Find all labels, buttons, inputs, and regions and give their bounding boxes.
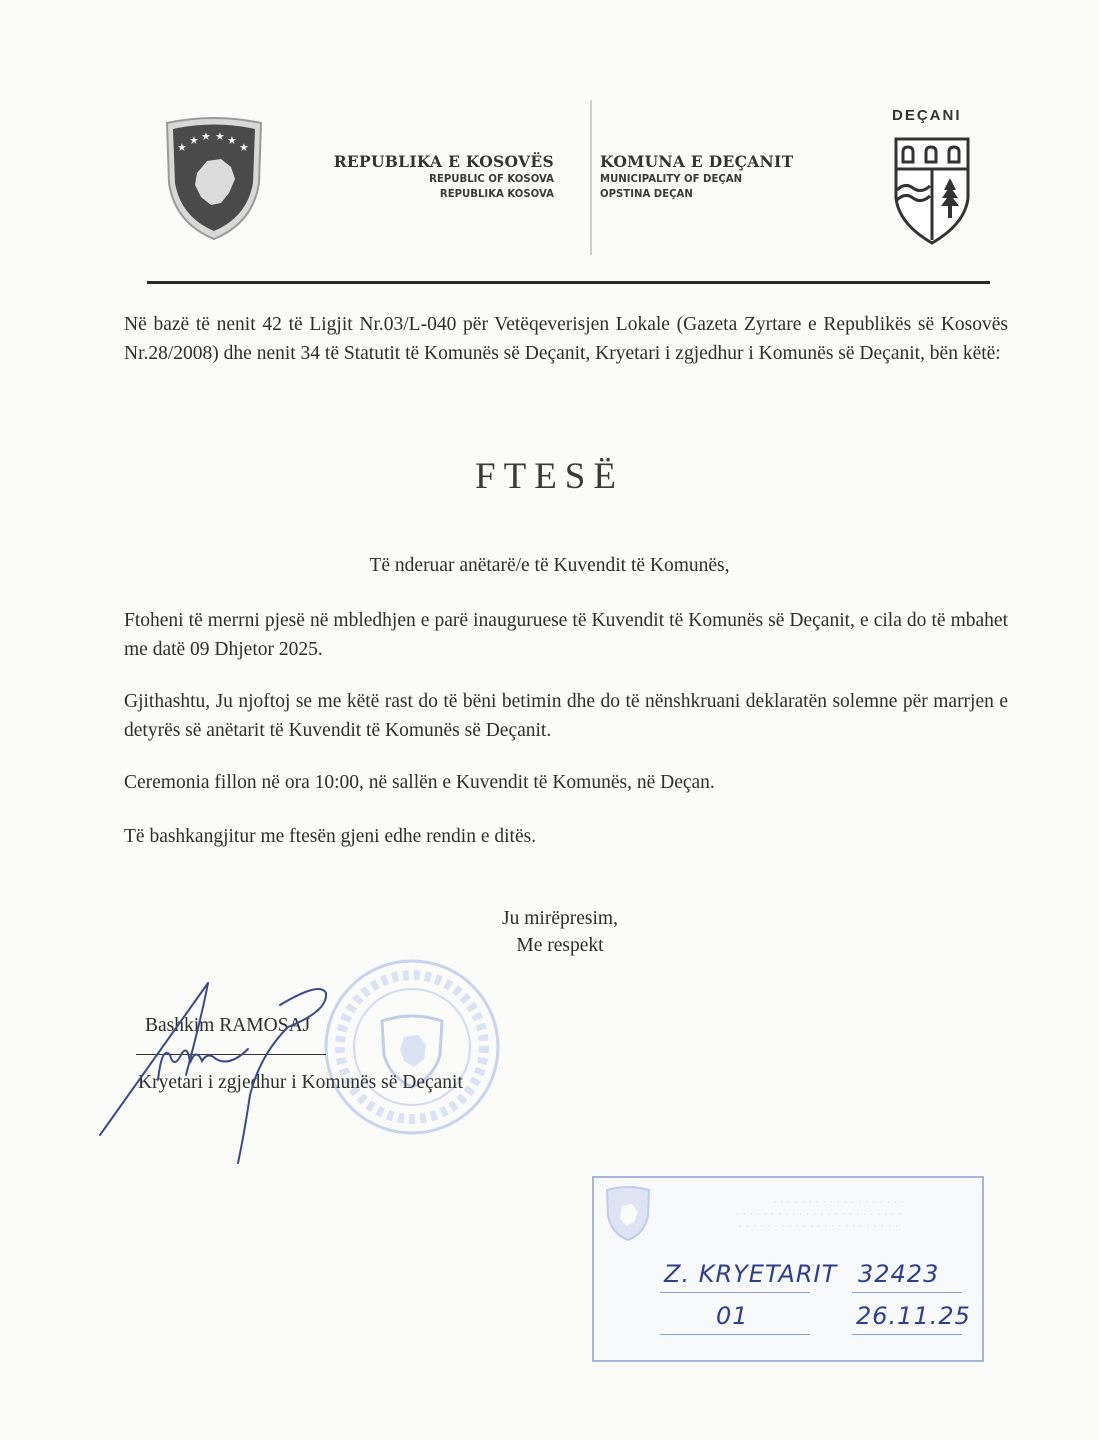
header-republic-block (318, 152, 554, 201)
header-republic-serbian: REPUBLIKA KOSOVA (439, 187, 554, 200)
svg-text:★: ★ (215, 130, 225, 143)
svg-text:★: ★ (177, 141, 187, 154)
stamp-number-line (852, 1292, 962, 1293)
body-paragraph-oath: Gjithashtu, Ju njoftoj se me këtë rast do të bëni betimin dhe do të nënshkruani deklaratën solemne për marrjen e detyrës së anëtarit të Kuvendit të Komunës së Deçanit. (124, 691, 1008, 741)
body-paragraph-ceremony: Ceremonia fillon në ora 10:00, në sallën e Kuvendit të Komunës, në Deçan. (124, 772, 715, 793)
stamp-header-text: · · · · · · · · · · · · · · · · · · · (773, 1198, 905, 1207)
municipal-label: DEÇANI (892, 107, 962, 124)
kosovo-coat-of-arms-icon (163, 113, 265, 241)
salutation: Të nderuar anëtarë/e të Kuvendit të Komunës, (369, 555, 730, 576)
stamp-date-line (852, 1334, 962, 1335)
header-municipality-serbian: OPSTINA DEÇAN (600, 187, 693, 200)
stamp-code-handwritten: 01 (716, 1302, 749, 1330)
stamp-office-line (660, 1292, 810, 1293)
svg-text:★: ★ (201, 130, 211, 143)
stamp-header-text: · · · · · · · · · · · · · · · · · · · · · · · (739, 1222, 899, 1231)
signatory-role: Kryetari i zgjedhur i Komunës së Deçanit (138, 1072, 463, 1093)
official-round-seal-icon (320, 955, 505, 1140)
registry-stamp (592, 1176, 984, 1362)
handwritten-signature (90, 975, 340, 1170)
svg-text:★: ★ (227, 134, 237, 147)
body-paragraph-invitation: Ftoheni të merrni pjesë në mbledhjen e parë inauguruese të Kuvendit të Komunës së Deçanit, e cila do të mbahet me datë 09 Dhjetor 2025. (124, 610, 1008, 660)
document-title: FTESË (475, 456, 624, 497)
closing-block (470, 905, 650, 959)
closing-greeting: Ju mirëpresim, (502, 908, 618, 929)
stamp-number-handwritten: 32423 (858, 1260, 940, 1288)
body-paragraph-attachment: Të bashkangjitur me ftesën gjeni edhe rendin e ditës. (124, 826, 537, 847)
header-municipality-block (600, 152, 860, 201)
stamp-header-text: · · · · · · · · · · · · · · · · · · · · · · · · (735, 1210, 903, 1219)
header-republic-english: REPUBLIC OF KOSOVA (429, 172, 554, 185)
closing-regards: Me respekt (516, 935, 604, 956)
stamp-emblem-icon (604, 1184, 652, 1242)
header-divider (590, 100, 592, 255)
decan-coat-of-arms-icon (893, 136, 971, 246)
header-municipality-english: MUNICIPALITY OF DEÇAN (600, 172, 743, 185)
header-republic-title: REPUBLIKA E KOSOVËS (333, 152, 554, 171)
preamble-paragraph: Në bazë të nenit 42 të Ligjit Nr.03/L-040 për Vetëqeverisjen Lokale (Gazeta Zyrtare e Republikës së Kosovës Nr.28/2008) dhe nenit 34 të Statutit të Komunës së Deçanit, Kryetari i zgjedhur i Komunës së Deçanit, bën këtë: (124, 314, 1008, 364)
signatory-name: Bashkim RAMOSAJ (145, 1015, 311, 1036)
stamp-office-handwritten: Z. KRYETARIT (664, 1260, 838, 1288)
svg-text:★: ★ (189, 134, 199, 147)
header-municipality-title: KOMUNA E DEÇANIT (600, 152, 794, 171)
stamp-code-line (660, 1334, 810, 1335)
svg-text:★: ★ (239, 141, 249, 154)
stamp-date-handwritten: 26.11.25 (856, 1302, 971, 1330)
header-rule (147, 281, 990, 284)
